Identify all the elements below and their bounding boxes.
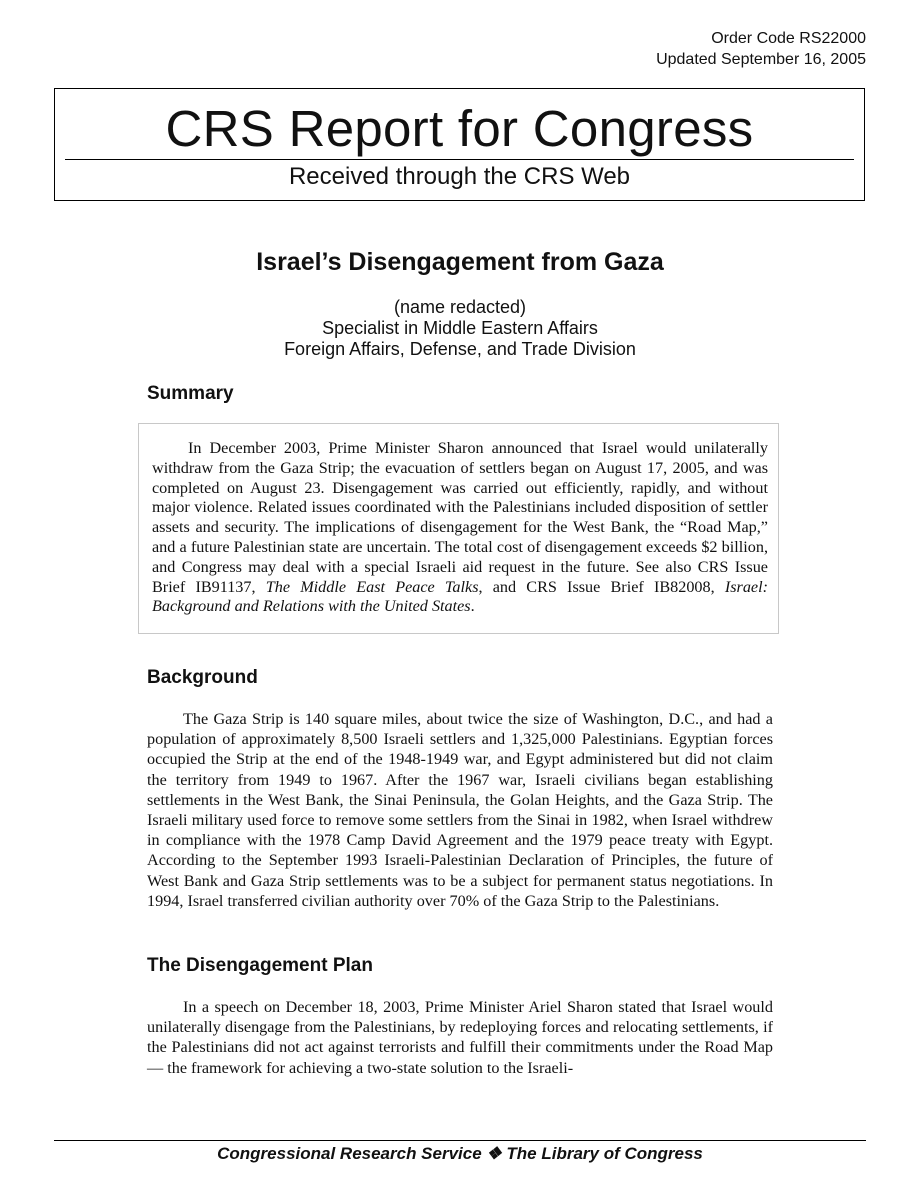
summary-heading: Summary	[147, 383, 234, 404]
footer-crs: Congressional Research Service	[217, 1144, 482, 1163]
updated-date: Updated September 16, 2005	[656, 51, 866, 68]
order-code: Order Code RS22000	[711, 30, 866, 47]
summary-text	[152, 439, 768, 617]
summary-box	[138, 423, 779, 634]
summary-citation-israel-background: Israel: Background and Relations with the United States	[152, 577, 768, 616]
order-code-block	[656, 28, 866, 70]
document-title: Israel’s Disengagement from Gaza	[256, 248, 664, 276]
footer-divider	[54, 1140, 866, 1141]
banner-title: CRS Report for Congress	[165, 100, 754, 157]
summary-citation-middle-east-peace-talks: The Middle East Peace Talks	[265, 577, 479, 596]
footer-library: The Library of Congress	[506, 1144, 703, 1163]
background-heading: Background	[147, 667, 258, 688]
disengagement-plan-paragraph: In a speech on December 18, 2003, Prime Minister Ariel Sharon stated that Israel would unilaterally disengage from the Palestinians, by redeploying forces and relocating settlements, if the Palestinians did not act against terrorists and fulfill their commitments under the Road Map — the framework for achieving a two-state solution to the Israeli-	[147, 998, 773, 1077]
disengagement-plan-heading: The Disengagement Plan	[147, 955, 373, 976]
summary-text-part: , and CRS Issue Brief IB82008,	[478, 577, 725, 596]
summary-text-part: In December 2003, Prime Minister Sharon announced that Israel would unilaterally withdraw from the Gaza Strip; the evacuation of settlers began on August 17, 2005, and was completed on August 23. Disengagement was carried out efficiently, rapidly, and without major violence. Related issues coordinated with the Palestinians included disposition of settler assets and security. The implications of disengagement for the West Bank, the “Road Map,” and a future Palestinian state are uncertain. The total cost of disengagement exceeds $2 billion, and Congress may deal with a special Israeli aid request in the future. See also CRS Issue Brief IB91137,	[152, 439, 768, 596]
banner-subtitle: Received through the CRS Web	[288, 163, 631, 190]
author-title: Specialist in Middle Eastern Affairs	[322, 318, 598, 338]
author-name: (name redacted)	[393, 297, 527, 317]
footer-separator-icon: ❖	[486, 1144, 502, 1163]
author-block	[0, 297, 920, 360]
summary-text-part: .	[470, 597, 475, 616]
background-paragraph: The Gaza Strip is 140 square miles, about twice the size of Washington, D.C., and had a population of approximately 8,500 Israeli settlers and 1,325,000 Palestinians. Egyptian forces occupied the Strip at the end of the 1948-1949 war, and Egypt administered but did not claim the territory from 1949 to 1967. After the 1967 war, Israeli civilians began establishing settlements in the West Bank, the Sinai Peninsula, the Golan Heights, and the Gaza Strip. The Israeli military used force to remove some settlers from the Sinai in 1982, when Israel withdrew in compliance with the 1978 Camp David Agreement and the 1979 peace treaty with Egypt. According to the September 1993 Israeli-Palestinian Declaration of Principles, the future of West Bank and Gaza Strip settlements was to be a subject for permanent status negotiations. In 1994, Israel transferred civilian authority over 70% of the Gaza Strip to the Palestinians.	[147, 710, 773, 910]
banner-divider	[65, 159, 854, 160]
page-footer	[0, 1144, 920, 1164]
report-banner	[54, 88, 865, 201]
author-division: Foreign Affairs, Defense, and Trade Division	[284, 339, 636, 359]
